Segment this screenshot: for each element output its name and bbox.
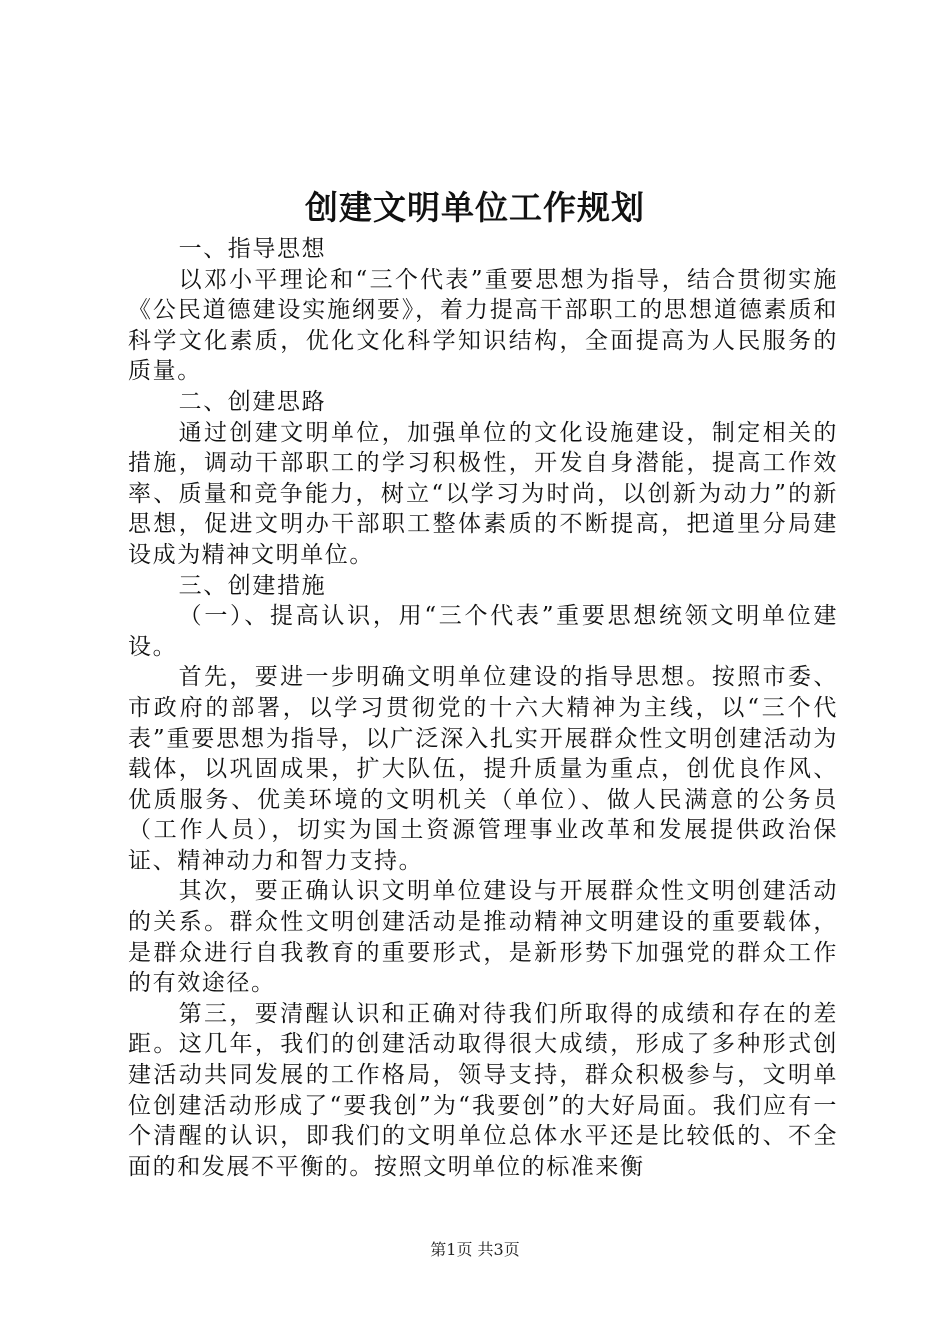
section-heading-creation-measures: 三、创建措施 <box>178 572 327 599</box>
subsection-heading: （一）、提高认识，用“三个代表”重要思想统领文明单位建设。 <box>128 603 838 660</box>
page-number-footer: 第1页 共3页 <box>430 1240 520 1259</box>
section-heading-guiding-ideology: 一、指导思想 <box>178 236 327 262</box>
paragraph: 通过创建文明单位，加强单位的文化设施建设，制定相关的措施，调动干部职工的学习积极性，开发自身潜能，提高工作效率、质量和竞争能力，树立“以学习为时尚，以创新为动力”的新思想，促进文明办干部职工整体素质的不断提高，把道里分局建设成为精神文明单位。 <box>128 419 838 568</box>
paragraph: 第三，要清醒认识和正确对待我们所取得的成绩和存在的差距。这几年，我们的创建活动取得很大成绩，形成了多种形式创建活动共同发展的工作格局，领导支持，群众积极参与，文明单位创建活动形成了“要我创”为“我要创”的大好局面。我们应有一个清醒的认识，即我们的文明单位总体水平还是比较低的、不全面的和发展不平衡的。按照文明单位的标准来衡 <box>128 1000 838 1180</box>
document-body <box>128 234 838 1182</box>
paragraph: 首先，要进一步明确文明单位建设的指导思想。按照市委、市政府的部署，以学习贯彻党的十六大精神为主线，以“三个代表”重要思想为指导，以广泛深入扎实开展群众性文明创建活动为载体，以巩固成果，扩大队伍，提升质量为重点，创优良作风、优质服务、优美环境的文明机关（单位）、做人民满意的公务员（工作人员），切实为国土资源管理事业改革和发展提供政治保证、精神动力和智力支持。 <box>128 664 838 874</box>
paragraph: 其次，要正确认识文明单位建设与开展群众性文明创建活动的关系。群众性文明创建活动是推动精神文明建设的重要载体，是群众进行自我教育的重要形式，是新形势下加强党的群众工作的有效途径。 <box>128 878 838 997</box>
document-title: 创建文明单位工作规划 <box>305 188 645 227</box>
paragraph: 以邓小平理论和“三个代表”重要思想为指导，结合贯彻实施《公民道德建设实施纲要》，着力提高干部职工的思想道德素质和科学文化素质，优化文化科学知识结构，全面提高为人民服务的质量。 <box>128 266 838 385</box>
section-heading-creation-approach: 二、创建思路 <box>178 388 327 415</box>
